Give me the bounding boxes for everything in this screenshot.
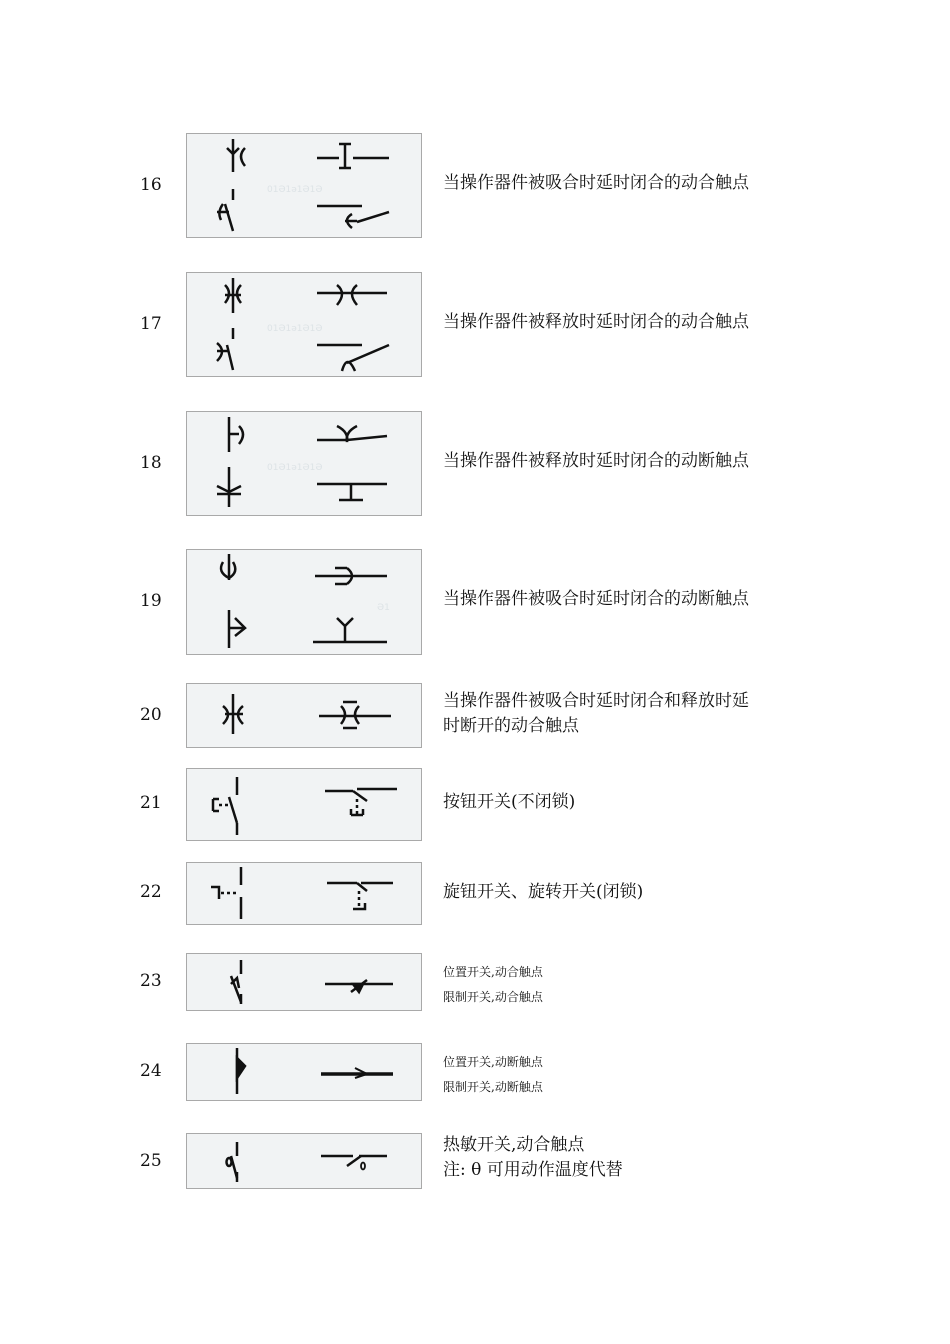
position-switch-make-icon: [187, 954, 422, 1011]
row-description: [443, 790, 803, 815]
row-description: [443, 960, 803, 1010]
symbol-image-25: [186, 1133, 422, 1189]
symbol-image-19: [186, 549, 422, 655]
symbol-row-22: [0, 862, 950, 925]
symbol-image-23: [186, 953, 422, 1011]
row-description: [443, 449, 803, 474]
row-description: [443, 689, 803, 739]
symbol-image-18: [186, 411, 422, 516]
description-line: 限制开关,动合触点: [443, 990, 543, 1004]
thermal-switch-icon: [187, 1134, 422, 1189]
description-line: 当操作器件被吸合时延时闭合的动断触点: [443, 589, 749, 609]
symbol-row-18: [0, 411, 950, 516]
description-line: 当操作器件被释放时延时闭合的动合触点: [443, 312, 749, 332]
delayed-operate-break-contact-icon: [187, 550, 422, 655]
symbol-row-21: [0, 768, 950, 841]
svg-text:01Ə1ə1Ə1Ə: 01Ə1ə1Ə1Ə: [267, 324, 323, 334]
row-description: [443, 880, 803, 905]
description-line: 注: θ 可用动作温度代替: [443, 1160, 623, 1180]
row-description: [443, 1133, 803, 1183]
symbol-image-24: [186, 1043, 422, 1101]
description-line: 热敏开关,动合触点: [443, 1135, 585, 1155]
description-line: 旋钮开关、旋转开关(闭锁): [443, 882, 644, 902]
delayed-make-contact-icon: [187, 134, 422, 238]
row-number: 16: [140, 175, 162, 195]
symbol-image-21: [186, 768, 422, 841]
svg-text:01Ə1ə1Ə1Ə: 01Ə1ə1Ə1Ə: [267, 185, 323, 195]
row-number: 20: [140, 705, 162, 725]
row-number: 22: [140, 882, 162, 902]
row-description: [443, 587, 803, 612]
row-number: 23: [140, 971, 162, 991]
description-line: 当操作器件被释放时延时闭合的动断触点: [443, 451, 749, 471]
description-line: 当操作器件被吸合时延时闭合的动合触点: [443, 173, 749, 193]
row-description: [443, 171, 803, 196]
symbol-row-19: [0, 549, 950, 655]
position-switch-break-icon: [187, 1044, 422, 1101]
description-line: 限制开关,动断触点: [443, 1080, 543, 1094]
delayed-release-break-contact-icon: [187, 412, 422, 516]
symbol-row-25: [0, 1133, 950, 1189]
symbol-row-17: [0, 272, 950, 377]
description-line: 位置开关,动合触点: [443, 965, 543, 979]
row-number: 18: [140, 453, 162, 473]
description-line: 时断开的动合触点: [443, 716, 579, 736]
description-line: 按钮开关(不闭锁): [443, 792, 576, 812]
description-line: 位置开关,动断触点: [443, 1055, 543, 1069]
svg-text:Ə1: Ə1: [377, 603, 390, 613]
symbol-row-16: [0, 133, 950, 238]
symbol-image-16: [186, 133, 422, 238]
symbol-image-17: [186, 272, 422, 377]
row-number: 19: [140, 591, 162, 611]
symbol-image-20: [186, 683, 422, 748]
row-number: 17: [140, 314, 162, 334]
row-description: [443, 1050, 803, 1100]
description-line: 当操作器件被吸合时延时闭合和释放时延: [443, 691, 749, 711]
delayed-make-break-contact-icon: [187, 684, 422, 748]
svg-text:01Ə1ə1Ə1Ə: 01Ə1ə1Ə1Ə: [267, 463, 323, 473]
symbol-row-24: [0, 1043, 950, 1101]
symbol-row-20: [0, 683, 950, 748]
rotary-switch-icon: [187, 863, 422, 925]
row-description: [443, 310, 803, 335]
push-button-switch-icon: [187, 769, 422, 841]
delayed-release-make-contact-icon: [187, 273, 422, 377]
symbol-row-23: [0, 953, 950, 1011]
row-number: 25: [140, 1151, 162, 1171]
symbol-image-22: [186, 862, 422, 925]
row-number: 24: [140, 1061, 162, 1081]
row-number: 21: [140, 793, 162, 813]
